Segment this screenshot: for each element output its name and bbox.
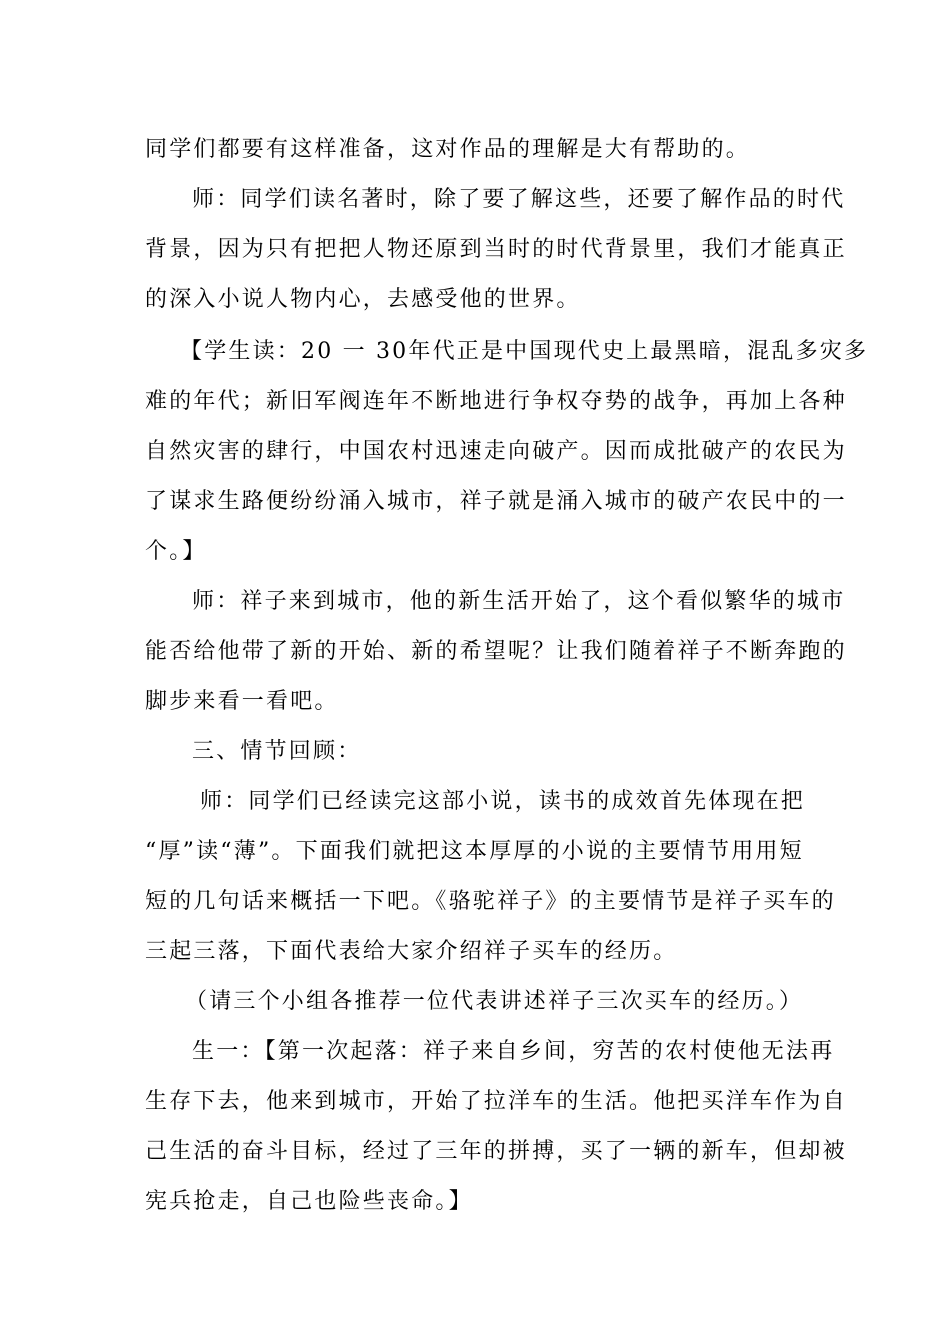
text-line-1: 同学们都要有这样准备，这对作品的理解是大有帮助的。: [145, 137, 751, 162]
text-line-7: 自然灾害的肆行，中国农村迅速走向破产。因而成批破产的农民为: [145, 439, 847, 464]
text-line-15: “厚”读“薄”。下面我们就把这本厚厚的小说的主要情节用用短: [145, 839, 804, 864]
text-line-19: 生一：【第一次起落：祥子来自乡间，穷苦的农村使他无法再: [192, 1039, 835, 1064]
text-line-6: 难的年代；新旧军阀连年不断地进行争权夺势的战争，再加上各种: [145, 389, 847, 414]
text-line-11: 能否给他带了新的开始、新的希望呢？让我们随着祥子不断奔跑的: [145, 639, 847, 664]
text-line-2: 师：同学们读名著时，除了要了解这些，还要了解作品的时代: [192, 187, 846, 212]
text-line-10: 师：祥子来到城市，他的新生活开始了，这个看似繁华的城市: [192, 589, 846, 614]
text-line-9: 个。】: [145, 539, 207, 564]
text-line-20: 生存下去，他来到城市，开始了拉洋车的生活。他把买洋车作为自: [145, 1089, 847, 1114]
text-line-8: 了谋求生路便纷纷涌入城市，祥子就是涌入城市的破产农民中的一: [145, 489, 847, 514]
text-line-18: （请三个小组各推荐一位代表讲述祥子三次买车的经历。）: [185, 989, 804, 1014]
text-line-4: 的深入小说人物内心，去感受他的世界。: [145, 287, 581, 312]
text-line-12: 脚步来看一看吧。: [145, 689, 339, 714]
text-line-17: 三起三落，下面代表给大家介绍祥子买车的经历。: [145, 939, 678, 964]
text-line-16: 短的几句话来概括一下吧。《骆驼祥子》的主要情节是祥子买车的: [145, 889, 836, 914]
text-line-22: 宪兵抢走，自己也险些丧命。】: [145, 1189, 473, 1214]
text-line-5: 【学生读：20 一 30年代正是中国现代史上最黑暗，混乱多灾多: [180, 339, 869, 364]
text-line-13: 三、情节回顾：: [192, 739, 362, 764]
text-line-21: 己生活的奋斗目标，经过了三年的拼搏，买了一辆的新车，但却被: [145, 1139, 847, 1164]
text-line-14: 师：同学们已经读完这部小说，读书的成效首先体现在把: [200, 789, 806, 814]
text-line-3: 背景，因为只有把把人物还原到当时的时代背景里，我们才能真正: [145, 237, 847, 262]
